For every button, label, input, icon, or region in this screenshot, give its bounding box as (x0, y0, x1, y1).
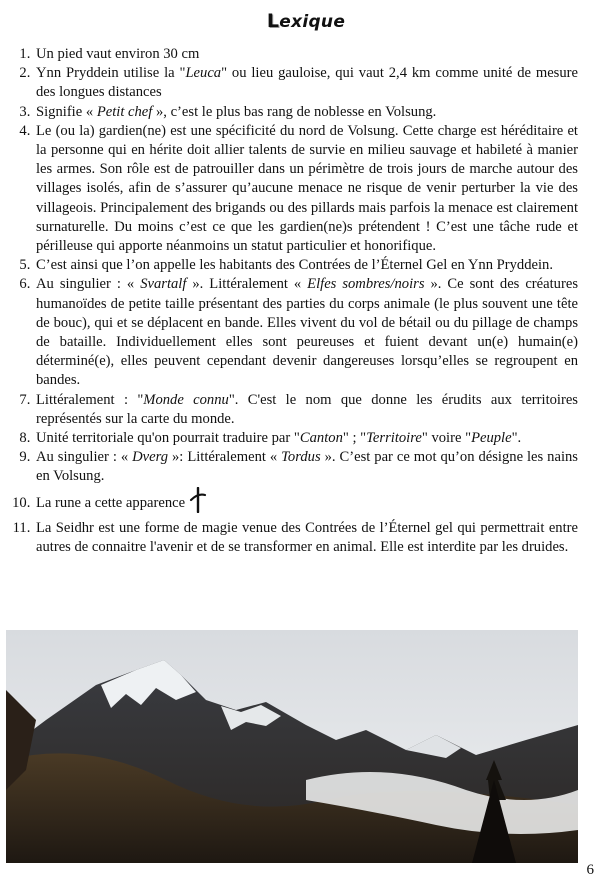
lexicon-entry-9: 9. Au singulier : « Dverg »: Littéralement « Tordus ». C’est par ce mot qu’on désigne les nains en Volsung. (34, 448, 578, 486)
lexicon-entry-10: 10. La rune a cette apparence (34, 487, 578, 519)
lexicon-entry-8: 8. Unité territoriale qu'on pourrait traduire par "Canton" ; "Territoire" voire "Peuple". (34, 429, 578, 448)
lexicon-entry-3: 3. Signifie « Petit chef », c’est le plus bas rang de noblesse en Volsung. (34, 103, 578, 122)
page-title: Lexique (266, 10, 346, 32)
mountain-landscape-photo (6, 630, 578, 863)
lexicon-entry-5: 5. C’est ainsi que l’on appelle les habitants des Contrées de l’Éternel Gel en Ynn Pryddein. (34, 256, 578, 275)
page-number: 6 (586, 862, 594, 878)
lexicon-entry-4: 4. Le (ou la) gardien(ne) est une spécificité du nord de Volsung. Cette charge est héréditaire et la personne qui en hérite doit allier talents de survie en milieu sauvage et habileté à manier les armes. Son rôle est de patrouiller dans un périmètre de trois jours de marche autour des villages isolés, afin de s’assurer qu’aucune menace ne risque de venir perturber la vie des villageois. Principalement des brigands ou des pillards mais parfois la menace est clairement surnaturelle. Du moins c’est ce que les gardien(ne)s prétendent ! C’est une tâche rude et périlleuse qui apporte néanmoins un statut particulier et honorifique. (34, 122, 578, 256)
lexicon-entry-1: 1. Un pied vaut environ 30 cm (34, 45, 578, 64)
lexicon-entry-6: 6. Au singulier : « Svartalf ». Littéralement « Elfes sombres/noirs ». Ce sont des créatures humanoïdes de petite taille présentant des parties du corps animale (le plus souvent une tête de bouc), qui et se déplacent en bande. Elles vivent du vol de bétail ou du pillage de champs de bataille. Individuellement elles sont peureuses et fuient devant un(e) humain(e) déterminé(e), elles peuvent cependant devenir dangereuses lorsqu’elles se regroupent en bandes. (34, 275, 578, 390)
lexicon-list (0, 45, 578, 557)
rune-glyph-icon (189, 487, 207, 519)
lexicon-entry-7: 7. Littéralement : "Monde connu". C'est le nom que donne les érudits aux territoires représentés sur la carte du monde. (34, 391, 578, 429)
lexicon-entry-2: 2. Ynn Pryddein utilise la "Leuca" ou lieu gauloise, qui vaut 2,4 km comme unité de mesure des longues distances (34, 64, 578, 102)
lexicon-entry-11: 11. La Seidhr est une forme de magie venue des Contrées de l’Éternel gel qui permettrait entre autres de connaitre l'avenir et de se transformer en animal. Elle est interdite par les druides. (34, 519, 578, 557)
